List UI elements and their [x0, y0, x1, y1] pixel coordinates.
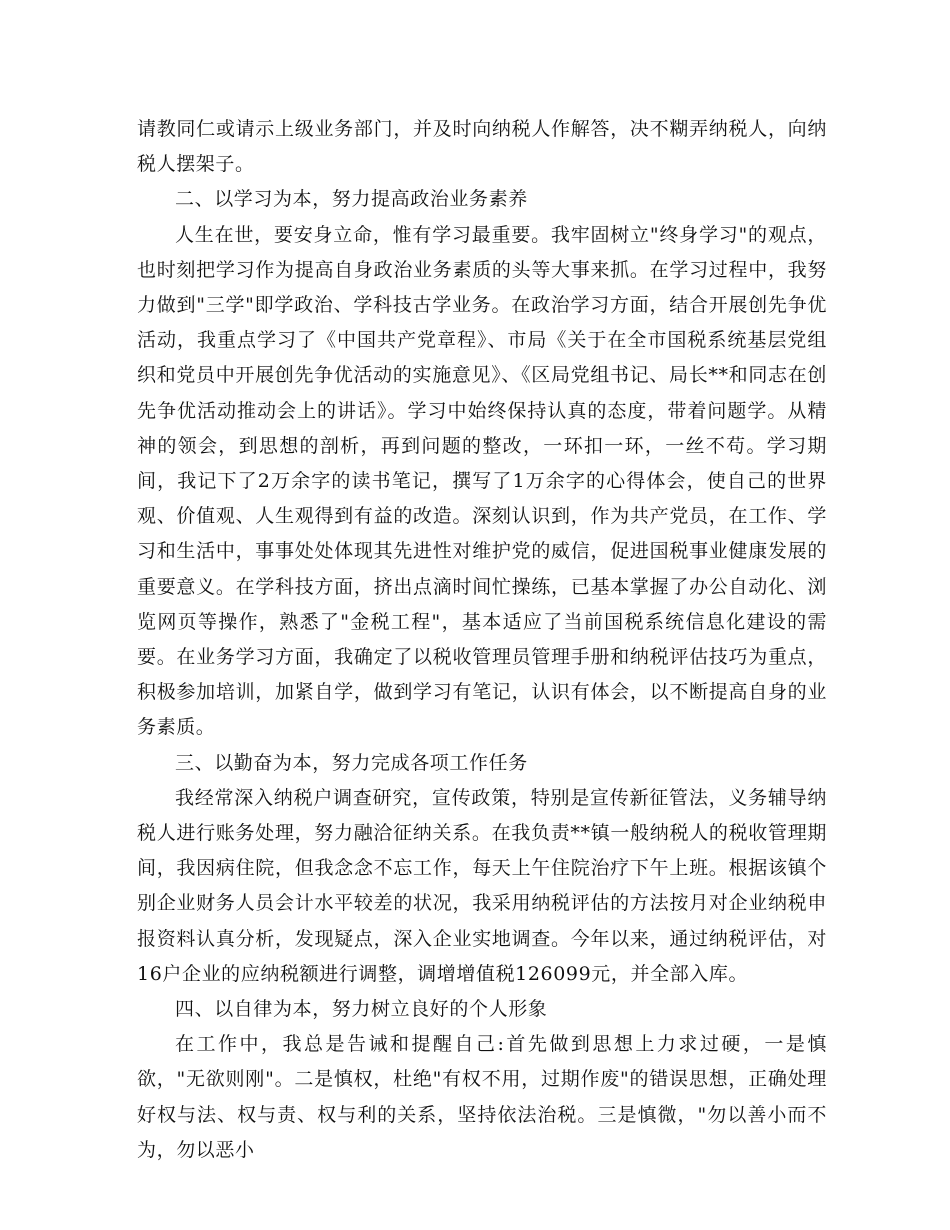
paragraph-continuation: 请教同仁或请示上级业务部门，并及时向纳税人作解答，决不糊弄纳税人，向纳税人摆架子。: [137, 118, 827, 176]
paragraph-diligence: 我经常深入纳税户调查研究，宣传政策，特别是宣传新征管法，义务辅导纳税人进行账务处理，努力融洽征纳关系。在我负责**镇一般纳税人的税收管理期间，我因病住院，但我念念不忘工作，每天上午住院治疗下午上班。根据该镇个别企业财务人员会计水平较差的状况，我采用纳税评估的方法按月对企业纳税申报资料认真分析，发现疑点，深入企业实地调查。今年以来，通过纳税评估，对16户企业的应纳税额进行调整，调增增值税126099元，并全部入库。: [137, 786, 827, 985]
section-heading-4: 四、以自律为本，努力树立良好的个人形象: [175, 998, 548, 1021]
document-body: [137, 112, 827, 1168]
section-heading-3: 三、以勤奋为本，努力完成各项工作任务: [175, 751, 528, 774]
paragraph-study: 人生在世，要安身立命，惟有学习最重要。我牢固树立"终身学习"的观点，也时刻把学习作为提高自身政治业务素质的头等大事来抓。在学习过程中，我努力做到"三学"即学政治、学科技古学业务。在政治学习方面，结合开展创先争优活动，我重点学习了《中国共产党章程》、市局《关于在全市国税系统基层党组织和党员中开展创先争优活动的实施意见》、《区局党组书记、局长**和同志在创先争优活动推动会上的讲话》。学习中始终保持认真的态度，带着问题学。从精神的领会，到思想的剖析，再到问题的整改，一环扣一环，一丝不苟。学习期间，我记下了2万余字的读书笔记，撰写了1万余字的心得体会，使自己的世界观、价值观、人生观得到有益的改造。深刻认识到，作为共产党员，在工作、学习和生活中，事事处处体现其先进性对维护党的威信，促进国税事业健康发展的重要意义。在学科技方面，挤出点滴时间忙操练，已基本掌握了办公自动化、浏览网页等操作，熟悉了"金税工程"，基本适应了当前国税系统信息化建设的需要。在业务学习方面，我确定了以税收管理员管理手册和纳税评估技巧为重点，积极参加培训，加紧自学，做到学习有笔记，认识有体会，以不断提高自身的业务素质。: [137, 223, 827, 739]
section-heading-2: 二、以学习为本，努力提高政治业务素养: [175, 188, 528, 211]
paragraph-self-discipline: 在工作中，我总是告诫和提醒自己:首先做到思想上力求过硬，一是慎欲，"无欲则刚"。二是慎权，杜绝"有权不用，过期作废"的错误思想，正确处理好权与法、权与责、权与利的关系，坚持依法治税。三是慎微，"勿以善小而不为，勿以恶小: [137, 1033, 827, 1161]
